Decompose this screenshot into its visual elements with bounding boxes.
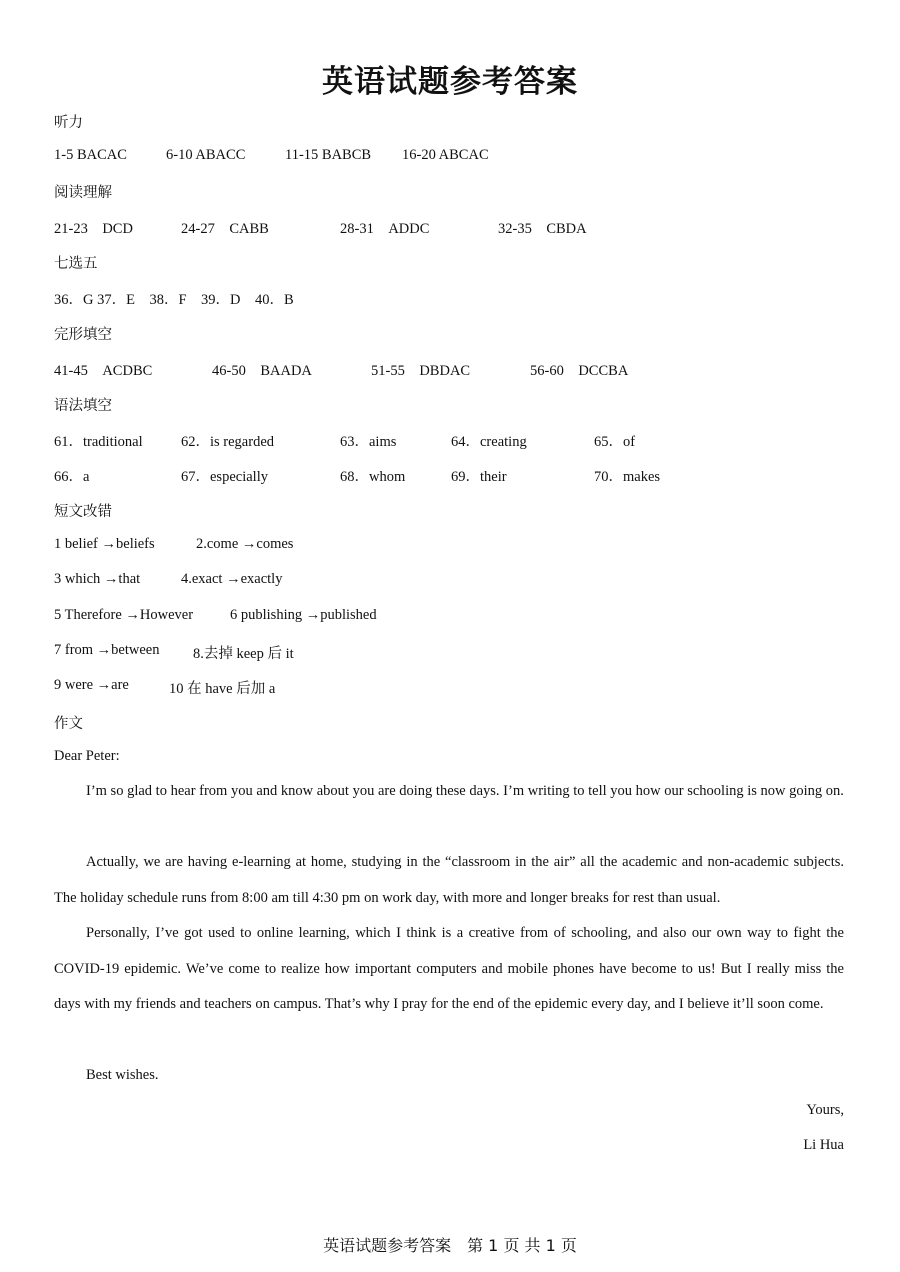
correction-item: 2.come →comes <box>196 536 294 552</box>
answer-item: 70．makes <box>594 469 661 485</box>
correction-item: 1 belief →beliefs <box>54 536 155 552</box>
answer-item: 69．their <box>451 469 507 485</box>
page-title: 英语试题参考答案 <box>322 64 578 100</box>
answer-item: 62．is regarded <box>181 434 275 450</box>
answer-group: 46-50 BAADA <box>212 363 312 379</box>
section-heading-reading: 阅读理解 <box>54 185 112 201</box>
letter-paragraph: Actually, we are having e-learning at home, studying in the “classroom in the air” all the academic and non-academic subjects. The holiday schedule runs from 8:00 am till 4:30 pm on work day, with more and longer breaks for rest than usual. <box>54 854 844 906</box>
answer-group: 41-45 ACDBC <box>54 363 153 379</box>
answer-group: 28-31 ADDC <box>340 221 430 237</box>
answer-item: 65．of <box>594 434 636 450</box>
section-heading-cloze: 完形填空 <box>54 327 112 343</box>
letter-paragraph: Personally, I’ve got used to online learning, which I think is a creative from of schooling, and also our own way to fight the COVID-19 epidemic. We’ve come to realize how important computers and mobile phones have become to us! But I really miss the days with my friends and teachers on campus. That’s why I pray for the end of the epidemic every day, and I believe it’ll soon come. <box>54 925 844 1012</box>
answer-group: 56-60 DCCBA <box>530 363 629 379</box>
answer-group: 11-15 BABCB <box>285 147 372 163</box>
answer-item: 68．whom <box>340 469 406 485</box>
answer-group: 6-10 ABACC <box>166 147 246 163</box>
answer-item: 63．aims <box>340 434 397 450</box>
page-footer: 英语试题参考答案 第 1 页 共 1 页 <box>323 1236 577 1255</box>
correction-item: 3 which →that <box>54 571 141 587</box>
answer-item: 64．creating <box>451 434 527 450</box>
letter-closing: Yours, <box>806 1102 844 1118</box>
answer-group: 32-35 CBDA <box>498 221 587 237</box>
correction-item: 9 were →are <box>54 677 129 693</box>
answer-item: 67．especially <box>181 469 268 485</box>
section-heading-correction: 短文改错 <box>54 504 112 520</box>
answer-group: 1-5 BACAC <box>54 147 127 163</box>
section-heading-listening: 听力 <box>54 115 83 131</box>
letter-signature: Li Hua <box>803 1137 844 1153</box>
answer-group: 16-20 ABCAC <box>402 147 489 163</box>
answer-group: 24-27 CABB <box>181 221 269 237</box>
correction-item: 10 在 have 后加 a <box>169 681 276 697</box>
correction-item: 8.去掉 keep 后 it <box>193 646 294 662</box>
correction-item: 5 Therefore →However <box>54 607 194 623</box>
correction-item: 7 from →between <box>54 642 160 658</box>
letter-paragraph: I’m so glad to hear from you and know about you are doing these days. I’m writing to tell you how our schooling is now going on. <box>86 783 844 799</box>
answer-item: 66．a <box>54 469 90 485</box>
answer-group: 51-55 DBDAC <box>371 363 471 379</box>
section-heading-writing: 作文 <box>54 716 83 732</box>
answer-group: 21-23 DCD <box>54 221 133 237</box>
seven-five-answers: 36．G 37．E 38．F 39．D 40．B <box>54 292 294 308</box>
letter-salutation: Dear Peter: <box>54 748 120 764</box>
section-heading-grammar: 语法填空 <box>54 398 112 414</box>
answer-item: 61．traditional <box>54 434 143 450</box>
correction-item: 4.exact →exactly <box>181 571 283 587</box>
letter-paragraph: Best wishes. <box>86 1067 159 1083</box>
section-heading-seven-five: 七选五 <box>54 256 98 272</box>
correction-item: 6 publishing →published <box>230 607 377 623</box>
